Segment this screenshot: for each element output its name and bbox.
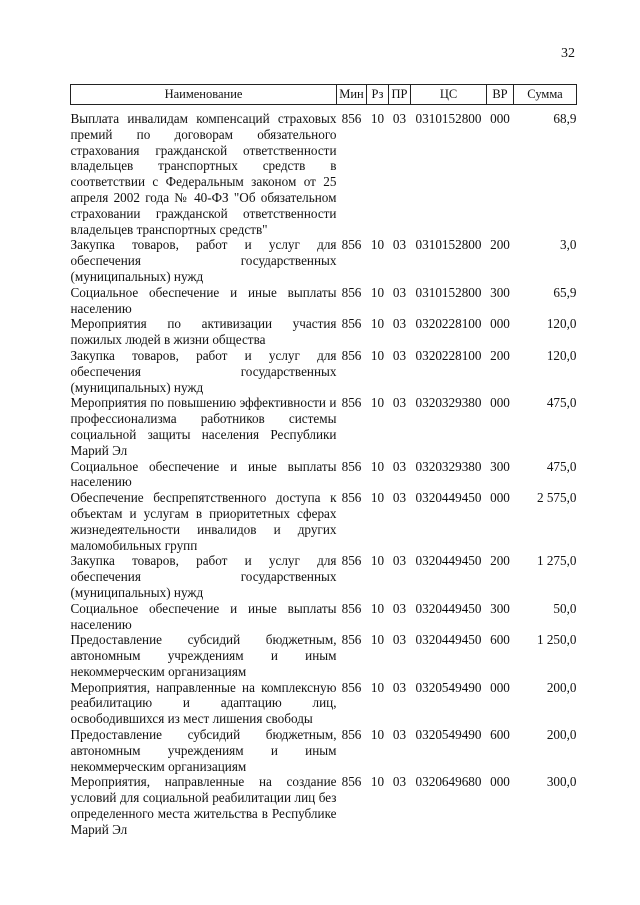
- cell-sum: 65,9: [553, 284, 577, 300]
- cell-name: Социальное обеспечение и иные выплаты населению: [70, 284, 337, 316]
- cell-vr: 200: [490, 347, 510, 363]
- cell-rz: 10: [370, 237, 385, 253]
- cell-pr: 03: [392, 284, 407, 300]
- cell-min: 856: [341, 679, 362, 695]
- cell-vr: 600: [490, 727, 510, 743]
- cell-vr: 200: [490, 553, 510, 569]
- table-row: [71, 727, 577, 774]
- cell-pr: 03: [392, 395, 407, 411]
- table-row: [71, 680, 577, 727]
- cell-pr: 03: [392, 347, 407, 363]
- cell-sum: 475,0: [546, 395, 577, 411]
- cell-name: Закупка товаров, работ и услуг для обеспечения государственных (муниципальных) нужд: [70, 237, 337, 284]
- cell-rz: 10: [370, 600, 385, 616]
- cell-cs: 0320449450: [415, 632, 482, 648]
- cell-rz: 10: [370, 395, 385, 411]
- cell-name: Мероприятия по повышению эффективности и профессионализма работников системы социальной защиты населения Республики Марий Эл: [70, 395, 337, 458]
- cell-min: 856: [341, 111, 362, 126]
- cell-vr: 000: [490, 395, 510, 411]
- cell-name: Предоставление субсидий бюджетным, автономным учреждениям и иным некоммерческим организациям: [70, 632, 337, 679]
- cell-sum: 475,0: [546, 458, 577, 474]
- cell-sum: 1 275,0: [536, 553, 577, 569]
- budget-table: [70, 84, 577, 838]
- cell-min: 856: [341, 458, 362, 474]
- cell-rz: 10: [370, 458, 385, 474]
- cell-pr: 03: [392, 774, 407, 790]
- cell-name: Мероприятия, направленные на комплексную реабилитацию и адаптацию лиц, освободившихся из мест лишения свободы: [70, 679, 337, 727]
- cell-pr: 03: [392, 679, 407, 695]
- cell-cs: 0320449450: [415, 553, 482, 569]
- page-number: 32: [561, 46, 575, 61]
- cell-min: 856: [341, 237, 362, 253]
- cell-cs: 0320228100: [415, 316, 482, 332]
- cell-cs: 0320329380: [415, 458, 482, 474]
- cell-pr: 03: [392, 553, 407, 569]
- cell-name: Закупка товаров, работ и услуг для обеспечения государственных (муниципальных) нужд: [70, 553, 337, 600]
- column-header-vr: ВР: [487, 85, 514, 105]
- cell-name: Предоставление субсидий бюджетным, автономным учреждениям и иным некоммерческим организациям: [70, 727, 337, 774]
- cell-pr: 03: [392, 237, 407, 253]
- table-row: [71, 285, 577, 317]
- table-row: [71, 459, 577, 491]
- cell-sum: 200,0: [546, 727, 577, 743]
- cell-min: 856: [341, 600, 362, 616]
- cell-cs: 0320549490: [415, 679, 482, 695]
- cell-sum: 1 250,0: [536, 632, 577, 648]
- table-row: [71, 774, 577, 837]
- cell-pr: 03: [392, 727, 407, 743]
- cell-vr: 000: [490, 111, 510, 126]
- column-header-rz: Рз: [367, 85, 389, 105]
- cell-min: 856: [341, 727, 362, 743]
- cell-rz: 10: [370, 284, 385, 300]
- cell-cs: 0310152800: [415, 284, 482, 300]
- cell-sum: 68,9: [553, 111, 577, 126]
- cell-name: Социальное обеспечение и иные выплаты населению: [70, 458, 337, 490]
- cell-vr: 600: [490, 632, 510, 648]
- cell-cs: 0320329380: [415, 395, 482, 411]
- cell-sum: 200,0: [546, 679, 577, 695]
- cell-min: 856: [341, 553, 362, 569]
- column-header-cs: ЦС: [411, 85, 487, 105]
- table-row: [71, 348, 577, 395]
- table-row: [71, 632, 577, 679]
- cell-name: Закупка товаров, работ и услуг для обеспечения государственных (муниципальных) нужд: [70, 347, 337, 395]
- cell-vr: 300: [490, 458, 510, 474]
- cell-rz: 10: [370, 679, 385, 695]
- table-row: [71, 553, 577, 600]
- table-row: [71, 490, 577, 553]
- cell-sum: 120,0: [546, 316, 577, 332]
- column-header-name: Наименование: [71, 85, 337, 105]
- cell-vr: 300: [490, 284, 510, 300]
- cell-vr: 000: [490, 679, 510, 695]
- cell-rz: 10: [370, 316, 385, 332]
- cell-rz: 10: [370, 727, 385, 743]
- cell-pr: 03: [392, 111, 407, 126]
- cell-cs: 0320228100: [415, 347, 482, 363]
- cell-cs: 0320549490: [415, 727, 482, 743]
- cell-min: 856: [341, 490, 362, 506]
- cell-pr: 03: [392, 490, 407, 506]
- cell-cs: 0320649680: [415, 774, 482, 790]
- cell-sum: 50,0: [553, 600, 577, 616]
- cell-sum: 2 575,0: [536, 490, 577, 506]
- cell-min: 856: [341, 774, 362, 790]
- column-header-pr: ПР: [389, 85, 411, 105]
- table-body: [71, 105, 577, 838]
- cell-cs: 0310152800: [415, 111, 482, 126]
- cell-vr: 300: [490, 600, 510, 616]
- cell-rz: 10: [370, 111, 385, 126]
- cell-name: Мероприятия по активизации участия пожилых людей в жизни общества: [70, 316, 337, 348]
- cell-vr: 000: [490, 774, 510, 790]
- cell-vr: 000: [490, 316, 510, 332]
- cell-name: Выплата инвалидам компенсаций страховых премий по договорам обязательного страхования гражданской ответственности владельцев транспортных средств в соответствии с Федеральным законом от 25 апреля 2002 года № 40-ФЗ "Об обязательном страховании гражданской ответственности владельцев транспортных средств": [70, 111, 337, 237]
- table-row: [71, 105, 577, 238]
- cell-pr: 03: [392, 632, 407, 648]
- cell-cs: 0310152800: [415, 237, 482, 253]
- cell-sum: 3,0: [560, 237, 577, 253]
- cell-min: 856: [341, 316, 362, 332]
- column-header-min: Мин: [337, 85, 367, 105]
- cell-pr: 03: [392, 316, 407, 332]
- cell-pr: 03: [392, 458, 407, 474]
- cell-min: 856: [341, 395, 362, 411]
- cell-name: Обеспечение беспрепятственного доступа к объектам и услугам в приоритетных сферах жизнедеятельности инвалидов и других маломобильных групп: [70, 490, 337, 553]
- cell-min: 856: [341, 632, 362, 648]
- cell-rz: 10: [370, 347, 385, 363]
- cell-min: 856: [341, 347, 362, 363]
- cell-cs: 0320449450: [415, 490, 482, 506]
- table-row: [71, 237, 577, 284]
- cell-min: 856: [341, 284, 362, 300]
- cell-cs: 0320449450: [415, 600, 482, 616]
- cell-name: Мероприятия, направленные на создание условий для социальной реабилитации лиц без определенного места жительства в Республике Марий Эл: [70, 774, 337, 837]
- cell-sum: 120,0: [546, 347, 577, 363]
- cell-vr: 200: [490, 237, 510, 253]
- table-row: [71, 316, 577, 348]
- table-row: [71, 395, 577, 458]
- cell-rz: 10: [370, 632, 385, 648]
- table-row: [71, 601, 577, 633]
- cell-rz: 10: [370, 553, 385, 569]
- cell-sum: 300,0: [546, 774, 577, 790]
- table-header-row: [71, 85, 577, 105]
- column-header-sum: Сумма: [514, 85, 577, 105]
- cell-name: Социальное обеспечение и иные выплаты населению: [70, 600, 337, 632]
- cell-rz: 10: [370, 490, 385, 506]
- cell-rz: 10: [370, 774, 385, 790]
- cell-pr: 03: [392, 600, 407, 616]
- cell-vr: 000: [490, 490, 510, 506]
